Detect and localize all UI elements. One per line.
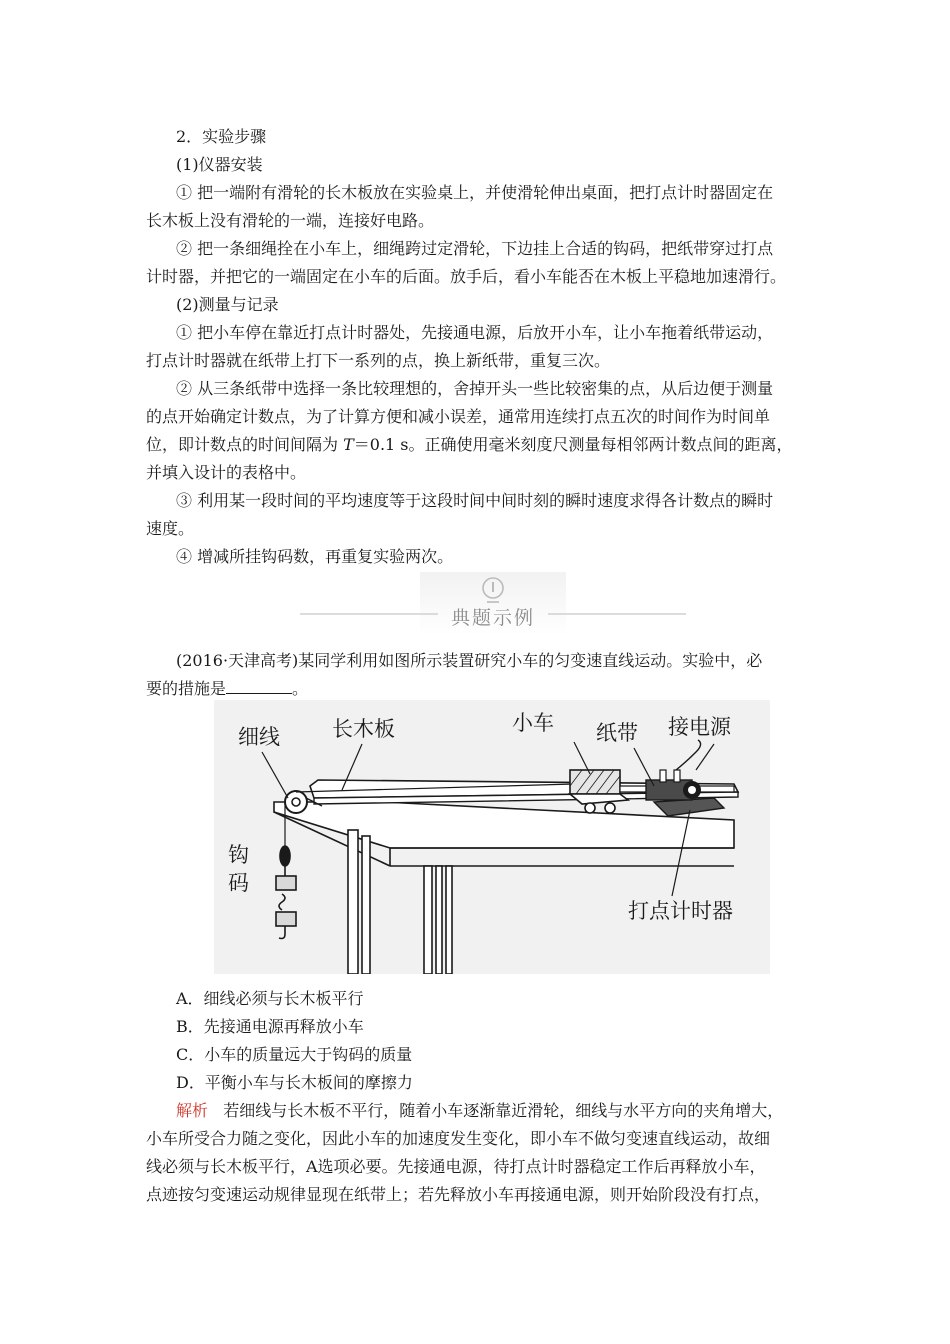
analysis-line1-text: 若细线与长木板不平行，随着小车逐渐靠近滑轮，细线与水平方向的夹角增大， xyxy=(223,1101,784,1120)
measure3-line2: 速度。 xyxy=(146,519,195,538)
option-a: A．细线必须与长木板平行 xyxy=(176,989,364,1008)
measure2-line2: 的点开始确定计数点，为了计算方便和减小误差，通常用连续打点五次的时间作为时间单 xyxy=(146,407,771,426)
question-line2-a: 要的措施是 xyxy=(146,679,227,698)
option-b: B．先接通电源再释放小车 xyxy=(176,1017,364,1036)
measure2-line3-a: 位，即计数点的时间间隔为 xyxy=(146,435,344,454)
banner-title: 典题示例 xyxy=(450,607,535,629)
section-title: 2．实验步骤 xyxy=(176,127,267,146)
step2-line2: 计时器，并把它的一端固定在小车的后面。放手后，看小车能否在木板上平稳地加速滑行。 xyxy=(146,267,787,286)
subheading-measurement: (2)测量与记录 xyxy=(176,295,279,314)
label-thread: 细线 xyxy=(238,725,280,749)
apparatus-diagram xyxy=(214,700,770,974)
measure2-line3-b: ＝0.1 s。正确使用毫米刻度尺测量每相邻两计数点间的距离， xyxy=(353,435,793,454)
analysis-line3: 线必须与长木板平行，A选项必要。先接通电源，待打点计时器稳定工作后再释放小车， xyxy=(146,1157,766,1176)
measure2-line4: 并填入设计的表格中。 xyxy=(146,463,307,482)
step1-line2: 长木板上没有滑轮的一端，连接好电路。 xyxy=(146,211,435,230)
question-line2-b: 。 xyxy=(292,679,309,698)
answer-blank[interactable] xyxy=(226,679,292,694)
analysis-line2: 小车所受合力随之变化，因此小车的加速度发生变化，即小车不做匀变速直线运动，故细 xyxy=(146,1129,771,1148)
analysis-line1 xyxy=(176,1098,783,1121)
label-hook-1: 钩 xyxy=(228,843,249,867)
label-power: 接电源 xyxy=(668,715,731,739)
label-hook-2: 码 xyxy=(228,871,249,895)
measure2-line1: ② 从三条纸带中选择一条比较理想的，舍掉开头一些比较密集的点，从后边便于测量 xyxy=(176,379,774,398)
step1-line1: ① 把一端附有滑轮的长木板放在实验桌上，并使滑轮伸出桌面，把打点计时器固定在 xyxy=(176,183,774,202)
measure4-line1: ④ 增减所挂钩码数，再重复实验两次。 xyxy=(176,547,454,566)
question-line1: (2016·天津高考)某同学利用如图所示装置研究小车的匀变速直线运动。实验中，必 xyxy=(176,651,763,670)
time-symbol-T: T xyxy=(343,435,354,454)
measure2-line3 xyxy=(146,432,793,455)
apparatus-figure xyxy=(214,700,770,974)
measure1-line1: ① 把小车停在靠近打点计时器处，先接通电源，后放开小车，让小车拖着纸带运动， xyxy=(176,323,774,342)
option-c: C．小车的质量远大于钩码的质量 xyxy=(176,1045,413,1064)
question-line2 xyxy=(146,676,308,699)
measure3-line1: ③ 利用某一段时间的平均速度等于这段时间中间时刻的瞬时速度求得各计数点的瞬时 xyxy=(176,491,774,510)
section-banner xyxy=(300,572,686,642)
label-tape: 纸带 xyxy=(596,721,638,745)
label-board: 长木板 xyxy=(332,717,395,741)
analysis-line4: 点迹按匀变速运动规律显现在纸带上；若先释放小车再接通电源，则开始阶段没有打点， xyxy=(146,1185,771,1204)
label-timer: 打点计时器 xyxy=(628,899,733,923)
option-d: D．平衡小车与长木板间的摩擦力 xyxy=(176,1073,413,1092)
analysis-label: 解析 xyxy=(176,1101,209,1120)
label-cart: 小车 xyxy=(512,711,554,735)
subheading-installation: (1)仪器安装 xyxy=(176,155,263,174)
measure1-line2: 打点计时器就在纸带上打下一系列的点，换上新纸带，重复三次。 xyxy=(146,351,611,370)
step2-line1: ② 把一条细绳拴在小车上，细绳跨过定滑轮，下边挂上合适的钩码，把纸带穿过打点 xyxy=(176,239,774,258)
